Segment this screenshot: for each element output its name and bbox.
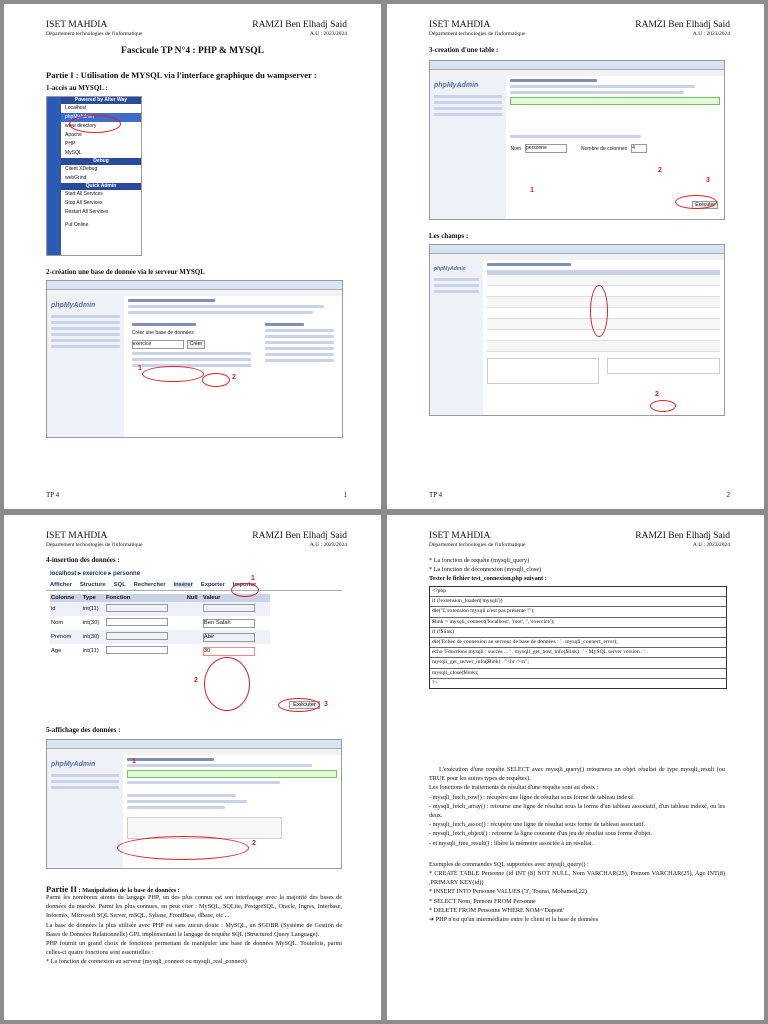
tab-afficher[interactable]: Afficher <box>50 582 72 588</box>
fetch-item: - mysqli_fetch_assoc() : récupère une ligne de résultat sous forme de tableau associatif. <box>429 821 646 829</box>
value-input[interactable]: Abir <box>203 633 255 642</box>
header-year: A.U : 2023/2024 <box>309 31 347 37</box>
footer-page-number: 2 <box>726 491 730 499</box>
execute-button[interactable]: Exécuter <box>289 701 320 709</box>
step5-heading: 5-affichage des données : <box>46 726 121 734</box>
header-department: Département technologies de l'informatique <box>429 542 526 548</box>
footer-tp: TP 4 <box>429 491 443 499</box>
function-select[interactable] <box>106 618 168 626</box>
code-line: if (!extension_loaded('mysqli')) <box>430 597 726 607</box>
part1-heading: Partie I : Utilisation de MYSQL via l'interface graphique du wampserver : <box>46 70 317 80</box>
fetch-item: - mysqli_fetch_array() : retourne une ligne de résultat sous la forme d'un tableau associatif, d'un tableau indexé, ou les deux. <box>429 802 725 820</box>
pma-create-db-screenshot: phpMyAdmin Créer une base de données exercice Créer 1 2 <box>46 280 343 438</box>
value-input[interactable]: 30 <box>203 647 255 656</box>
tab-importer[interactable]: Importer <box>232 582 257 588</box>
wamp-menu-header: Powered by Alter Way <box>61 97 141 104</box>
header-department: Département technologies de l'informatique <box>429 31 526 37</box>
part2-heading: Partie II <box>46 884 77 894</box>
code-line: echo 'Fonctions mysqli : succès ... ' . mysqli_get_host_info($link) . ' - MySQL server version : ' . <box>430 648 726 658</box>
step1-heading: 1-accès au MYSQL : <box>46 84 108 92</box>
page-2 <box>387 4 764 509</box>
table-row: Age int(11) 30 <box>50 644 270 658</box>
example-item: * DELETE FROM Personne WHERE NOM='Dupont' <box>429 906 565 914</box>
pma-create-table-screenshot: phpMyAdmin Nom personne Nombre de colonnes 4 Exécuter 2 3 1 <box>429 60 725 220</box>
wamp-item-phpmyadmin[interactable]: phpMyAdmin <box>61 113 141 122</box>
wamp-item-php[interactable]: PHP <box>65 141 76 147</box>
header-author: RAMZI Ben Elhadj Said <box>252 531 347 541</box>
db-name-input[interactable]: exercice <box>132 340 184 349</box>
header-school: ISET MAHDIA <box>46 20 108 30</box>
header-department: Département technologies de l'informatique <box>46 31 143 37</box>
function-select[interactable] <box>106 632 168 640</box>
code-block <box>429 586 727 689</box>
part2-subheading: : Manipulation de la base de données : <box>76 887 180 894</box>
code-line: die("L'extension mysqli n'est pas présente !"); <box>430 607 726 617</box>
header-school: ISET MAHDIA <box>46 531 108 541</box>
code-line: ?> <box>432 679 438 686</box>
wamp-item-www[interactable]: www directory <box>65 123 97 129</box>
header-author: RAMZI Ben Elhadj Said <box>635 20 730 30</box>
code-line: mysqli_close($link); <box>430 669 726 679</box>
fetch-intro: Les fonctions de traitements de résultat d'une requête sont au choix : <box>429 784 599 792</box>
header-year: A.U : 2023/2024 <box>309 542 347 548</box>
step2-heading: 2-création une base de donnée via le serveur MYSQL <box>46 268 205 276</box>
column-count-input[interactable]: 4 <box>631 144 647 153</box>
wamp-side-banner: WAMPSERVER 2.1 <box>47 97 61 255</box>
example-item: ➔ PHP n'est qu'un intermédiaire entre le client et la base de données <box>429 916 599 924</box>
function-select[interactable] <box>106 604 168 612</box>
wamp-debug-header: Debug <box>61 158 141 165</box>
header-author: RAMZI Ben Elhadj Said <box>635 531 730 541</box>
table-row: Prenom int(30) Abir <box>50 630 270 644</box>
fetch-item: - mysqli_fetch_row() : récupère une ligne de résultat sous forme de tableau indexé. <box>429 793 635 801</box>
code-line: $link = mysqli_connect('localhost', 'root', '', 'exercice'); <box>430 618 726 628</box>
function-select[interactable] <box>106 646 168 654</box>
wamp-item-mysql[interactable]: MySQL <box>65 150 82 156</box>
footer-page-number: 1 <box>343 491 347 499</box>
wamp-menu-screenshot <box>37 96 142 256</box>
header-school: ISET MAHDIA <box>429 20 491 30</box>
examples-intro: Exemples de commandes SQL supportées avec mysqli_query() : <box>429 860 589 868</box>
code-line: if (!$link) <box>430 628 726 638</box>
champs-heading: Les champs : <box>429 232 469 240</box>
tab-exporter[interactable]: Exporter <box>200 582 225 588</box>
tab-sql[interactable]: SQL <box>113 582 126 588</box>
example-item: * CREATE TABLE Personne (id INT (8) NOT NULL, Nom VARCHAR(25), Prenom VARCHAR(25), Age INT(8) ,PRIMARY KEY(id)) <box>429 870 725 887</box>
breadcrumb: localhost ▸ exercice ▸ personne <box>50 571 141 577</box>
code-line: die('Echec de connexion au serveur de base de données : ' . mysqli_connect_error); <box>430 638 726 648</box>
wamp-item-stop[interactable]: Stop All Services <box>65 200 103 206</box>
paragraph: * La fonction de connexion au serveur (mysqli_connect ou mysqli_real_connect) <box>46 958 247 966</box>
test-label: Tester le fichier test_connexion.php suivant : <box>429 575 547 583</box>
header-author: RAMZI Ben Elhadj Said <box>252 20 347 30</box>
wamp-quickadmin-header: Quick Admin <box>61 183 141 190</box>
fetch-item: - mysqli_fetch_object() : retourne la ligne courante d'un jeu de résultat sous forme d'objet. <box>429 830 653 838</box>
step4-heading: 4-insertion des données : <box>46 556 120 564</box>
header-department: Département technologies de l'informatique <box>46 542 143 548</box>
paragraph: Parmi les nombreux atouts du langage PHP, un des plus connus est son interfaçage avec la majorité des bases de données du marché. Parmi les plus connues, on peut citer : MySQL, SQLite, PostgreSQL, Oracle, Ingres, Interbase, Informix, Microsoft SQL Server, mSQL, Sybase, FrontBase, dBase, etc ... <box>46 894 342 920</box>
pma-logo: phpMyAdmin <box>51 302 96 309</box>
page-title: Fascicule TP N°4 : PHP & MYSQL <box>121 46 264 56</box>
wamp-item-apache[interactable]: Apache <box>65 132 82 138</box>
value-input[interactable]: Ben Salah <box>203 619 255 628</box>
exec-paragraph: L'exécution d'une requête SELECT avec mysqli_query() retournera un objet résultat de type mysqli_result (ou TRUE pour les autres types de requêtes). <box>429 766 725 783</box>
wamp-item-xdebug[interactable]: Client XDebug <box>65 166 98 172</box>
wamp-item-localhost[interactable]: Localhost <box>65 105 87 111</box>
create-db-label: Créer une base de données <box>131 330 194 336</box>
pma-fields-screenshot: phpMyAdmin 2 <box>429 244 725 416</box>
table-name-input[interactable]: personne <box>525 144 567 153</box>
header-year: A.U : 2023/2024 <box>692 542 730 548</box>
footer-tp: TP 4 <box>46 491 60 499</box>
header-year: A.U : 2023/2024 <box>692 31 730 37</box>
create-button[interactable]: Créer <box>187 340 206 349</box>
table-row: Nom int(30) Ben Salah <box>50 616 270 630</box>
pma-display-screenshot: phpMyAdmin 2 1 <box>46 739 342 869</box>
wamp-item-webgrind[interactable]: webGrind <box>65 175 87 181</box>
wamp-item-restart[interactable]: Restart All Services <box>65 209 109 215</box>
wamp-item-online[interactable]: Put Online <box>65 222 89 228</box>
highlight-circle <box>69 115 121 133</box>
header-school: ISET MAHDIA <box>429 531 491 541</box>
code-line: mysqli_get_server_info($link) . "<br />\n"; <box>430 658 726 668</box>
execute-button[interactable]: Exécuter <box>692 201 718 209</box>
code-line: <?php <box>430 587 726 597</box>
page-1 <box>4 4 381 509</box>
tab-inserer[interactable]: Insérer <box>173 582 193 588</box>
fetch-item: - et mysqli_free_result() : libère la mémoire associée à un résultat. <box>429 839 594 847</box>
wamp-item-start[interactable]: Start All Services <box>65 191 103 197</box>
page-4 <box>387 515 764 1020</box>
bullet-query: * La fonction de requête (mysqli_query) <box>429 557 530 564</box>
page-3 <box>4 515 381 1020</box>
tab-rechercher[interactable]: Rechercher <box>133 582 166 588</box>
value-input[interactable] <box>203 604 255 612</box>
tab-structure[interactable]: Structure <box>79 582 106 588</box>
paragraph: La base de données la plus utilisée avec PHP est sans aucun doute : MySQL, un SGDBR (Système de Gestion de Bases de Données Relationnelle) GPL implémentant le langage de requête SQL (Structured Query Language). <box>46 921 342 938</box>
example-item: * SELECT Nom, Prenom FROM Personne <box>429 897 536 905</box>
paragraph: PHP fournit un grand choix de fonctions permettant de manipuler une base de données MySQL. Toutefois, parmi celles-ci quatre fonctions sont essentielles : <box>46 940 342 957</box>
pma-insert-screenshot: localhost ▸ exercice ▸ personne Afficher Structure SQL Rechercher Insérer Exporter Importer Colonne Type Fonction Null Valeur id int(11) Nom int(30) Ben Salah Prenom int(30) Abir Age int(11) 30 Exécuter 1 2 3 <box>46 567 342 719</box>
example-item: * INSERT INTO Personne VALUES ('3', Tounsi, Mohamed,22) <box>429 888 587 896</box>
insert-table: Colonne Type Fonction Null Valeur id int(11) Nom int(30) Ben Salah Prenom int(30) Abir Age int(11) 30 <box>50 594 270 658</box>
bullet-close: * La fonction de déconnexion (mysqli_close) <box>429 566 542 574</box>
step3-heading: 3-creation d'une table : <box>429 46 499 54</box>
table-row: id int(11) <box>50 602 270 616</box>
